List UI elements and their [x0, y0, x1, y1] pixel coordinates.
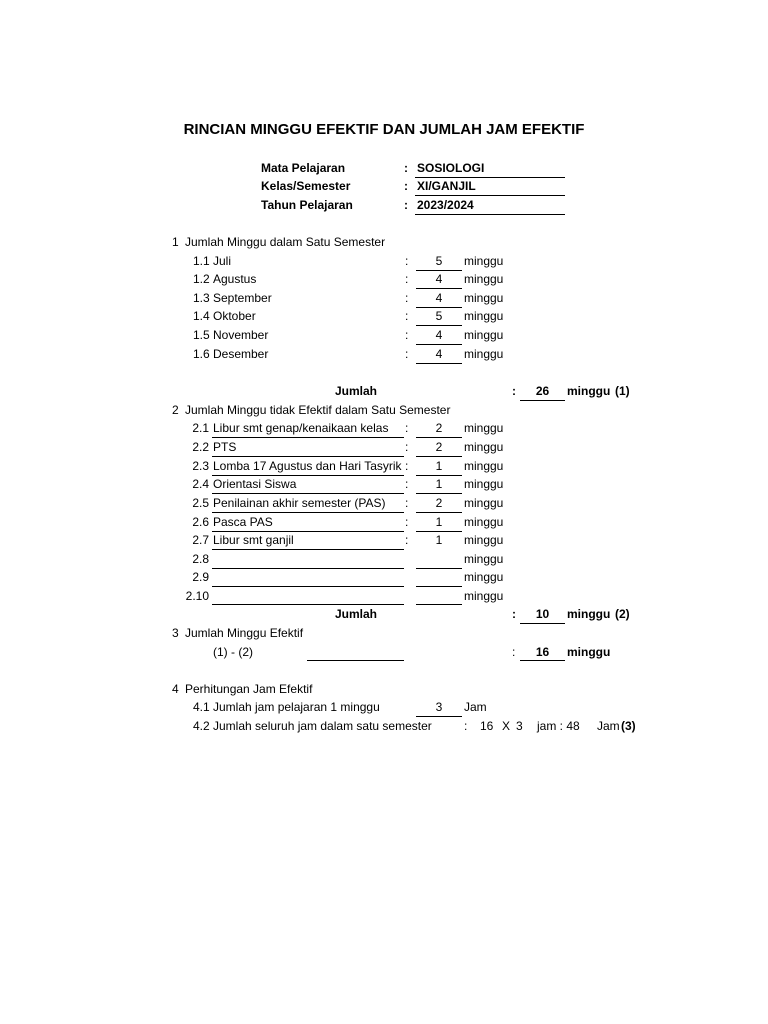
row-number: 1.1 — [193, 254, 210, 268]
row-sep: : — [405, 477, 409, 491]
header-value-class: XI/GANJIL — [417, 179, 476, 193]
row-unit: minggu — [464, 347, 504, 361]
row-label: Libur smt genap/kenaikaan kelas — [213, 421, 389, 435]
row-label: Pasca PAS — [213, 515, 273, 529]
row-unit: minggu — [464, 570, 504, 584]
row-number: 1.3 — [193, 291, 210, 305]
total-value: 26 — [535, 384, 550, 398]
row-unit: minggu — [464, 291, 504, 305]
row-value: 2 — [435, 421, 443, 435]
value-underline — [416, 475, 462, 476]
row-value: 5 — [435, 254, 443, 268]
row-number: 2.10 — [185, 589, 209, 603]
total-sep: : — [512, 384, 516, 398]
row-number: 2.7 — [192, 533, 209, 547]
value-underline — [416, 716, 462, 717]
result-underline — [520, 660, 565, 661]
row-number: 2.3 — [192, 459, 209, 473]
formula-underline — [307, 660, 404, 661]
row-unit: minggu — [464, 254, 504, 268]
value-underline — [416, 363, 462, 364]
row-value: 3 — [435, 700, 443, 714]
row-value: 4 — [435, 347, 443, 361]
row-value: 2 — [435, 440, 443, 454]
label-underline — [212, 586, 404, 587]
value-underline — [416, 493, 462, 494]
formula-label: (1) - (2) — [213, 645, 253, 659]
result-unit: minggu — [567, 645, 611, 659]
value-underline — [416, 604, 462, 605]
section-title: Perhitungan Jam Efektif — [185, 682, 313, 696]
value-underline — [416, 456, 462, 457]
section-number: 3 — [172, 626, 179, 640]
weeks-value: 16 — [480, 719, 494, 733]
row-number: 2.2 — [192, 440, 209, 454]
row-unit: minggu — [464, 533, 504, 547]
row-sep: : — [405, 347, 409, 361]
row-sep: : — [405, 440, 409, 454]
row-unit: Jam — [464, 700, 487, 714]
row-label: September — [213, 291, 272, 305]
section-number: 4 — [172, 682, 179, 696]
row-sep: : — [405, 291, 409, 305]
row-unit: minggu — [464, 440, 504, 454]
header-sep: : — [404, 198, 408, 212]
row-label: Lomba 17 Agustus dan Hari Tasyrik — [213, 459, 402, 473]
header-underline — [415, 177, 565, 178]
header-sep: : — [404, 179, 408, 193]
section-number: 1 — [172, 235, 179, 249]
row-value: 4 — [435, 272, 443, 286]
row-unit: Jam — [597, 719, 620, 733]
row-sep: : — [405, 496, 409, 510]
header-value-subject: SOSIOLOGI — [417, 161, 485, 175]
row-unit: minggu — [464, 459, 504, 473]
row-number: 1.4 — [193, 309, 210, 323]
row-value: 5 — [435, 309, 443, 323]
row-unit: minggu — [464, 421, 504, 435]
row-label: Jumlah jam pelajaran 1 minggu — [213, 700, 380, 714]
row-unit: minggu — [464, 328, 504, 342]
total-underline — [520, 623, 565, 624]
value-underline — [416, 568, 462, 569]
row-sep: : — [405, 328, 409, 342]
section-title: Jumlah Minggu dalam Satu Semester — [185, 235, 386, 249]
section-title: Jumlah Minggu Efektif — [185, 626, 304, 640]
row-value: 2 — [435, 496, 443, 510]
total-label: Jumlah — [335, 607, 378, 621]
row-number: 2.6 — [192, 515, 209, 529]
total-ref: (3) — [621, 719, 636, 733]
multiply-sign: X — [502, 719, 511, 733]
row-sep: : — [405, 421, 409, 435]
row-label: Agustus — [213, 272, 257, 286]
total-ref: (2) — [615, 607, 630, 621]
total-sep: : — [512, 607, 516, 621]
row-sep: : — [405, 309, 409, 323]
row-sep: : — [405, 254, 409, 268]
result-sep: : — [512, 645, 516, 659]
label-underline — [212, 549, 404, 550]
total-underline — [520, 400, 565, 401]
row-unit: minggu — [464, 272, 504, 286]
row-label: PTS — [213, 440, 237, 454]
row-unit: minggu — [464, 309, 504, 323]
row-label: Juli — [213, 254, 232, 268]
header-sep: : — [404, 161, 408, 175]
row-unit: minggu — [464, 515, 504, 529]
result-value: 16 — [535, 645, 550, 659]
value-underline — [416, 307, 462, 308]
row-number: 1.6 — [193, 347, 210, 361]
row-unit: minggu — [464, 477, 504, 491]
header-label-subject: Mata Pelajaran — [261, 161, 346, 175]
page-title: RINCIAN MINGGU EFEKTIF DAN JUMLAH JAM EFEKTIF — [183, 121, 585, 138]
row-value: 1 — [435, 515, 443, 529]
row-label: Desember — [213, 347, 269, 361]
row-label: Penilainan akhir semester (PAS) — [213, 496, 386, 510]
label-underline — [212, 456, 404, 457]
value-underline — [416, 531, 462, 532]
value-underline — [416, 325, 462, 326]
value-underline — [416, 344, 462, 345]
row-sep: : — [405, 515, 409, 529]
header-underline — [415, 195, 565, 196]
row-number: 1.5 — [193, 328, 210, 342]
row-unit: minggu — [464, 552, 504, 566]
row-number: 1.2 — [193, 272, 210, 286]
row-label: Oktober — [213, 309, 256, 323]
label-underline — [212, 568, 404, 569]
row-label: Libur smt ganjil — [213, 533, 294, 547]
row-value: 1 — [435, 533, 443, 547]
header-label-class: Kelas/Semester — [261, 179, 351, 193]
section-title: Jumlah Minggu tidak Efektif dalam Satu Semester — [185, 403, 451, 417]
row-number: 2.1 — [192, 421, 209, 435]
label-underline — [212, 437, 404, 438]
row-number: 2.4 — [192, 477, 209, 491]
label-underline — [212, 604, 404, 605]
row-sep: : — [405, 272, 409, 286]
total-label: Jumlah — [335, 384, 378, 398]
row-number: 4.2 — [193, 719, 210, 733]
section-number: 2 — [172, 403, 179, 417]
row-sep: : — [464, 719, 468, 733]
label-underline — [212, 493, 404, 494]
row-number: 4.1 — [193, 700, 210, 714]
row-value: 4 — [435, 328, 443, 342]
row-number: 2.5 — [192, 496, 209, 510]
total-value: 10 — [535, 607, 550, 621]
value-underline — [416, 270, 462, 271]
label-underline — [212, 475, 404, 476]
total-unit: minggu — [567, 607, 611, 621]
row-label: November — [213, 328, 269, 342]
total-ref: (1) — [615, 384, 630, 398]
value-underline — [416, 288, 462, 289]
value-underline — [416, 512, 462, 513]
row-value: 1 — [435, 477, 443, 491]
row-sep: : — [405, 459, 409, 473]
header-label-year: Tahun Pelajaran — [261, 198, 353, 212]
total-unit: minggu — [567, 384, 611, 398]
value-underline — [416, 586, 462, 587]
total-hours: jam : 48 — [537, 719, 580, 733]
hours-value: 3 — [516, 719, 523, 733]
label-underline — [212, 531, 404, 532]
label-underline — [212, 512, 404, 513]
row-value: 4 — [435, 291, 443, 305]
row-value: 1 — [435, 459, 443, 473]
row-unit: minggu — [464, 589, 504, 603]
row-label: Jumlah seluruh jam dalam satu semester — [213, 719, 432, 733]
header-value-year: 2023/2024 — [417, 198, 474, 212]
row-sep: : — [405, 533, 409, 547]
header-underline — [415, 214, 565, 215]
value-underline — [416, 437, 462, 438]
row-number: 2.9 — [192, 570, 209, 584]
row-label: Orientasi Siswa — [213, 477, 297, 491]
row-unit: minggu — [464, 496, 504, 510]
row-number: 2.8 — [192, 552, 209, 566]
